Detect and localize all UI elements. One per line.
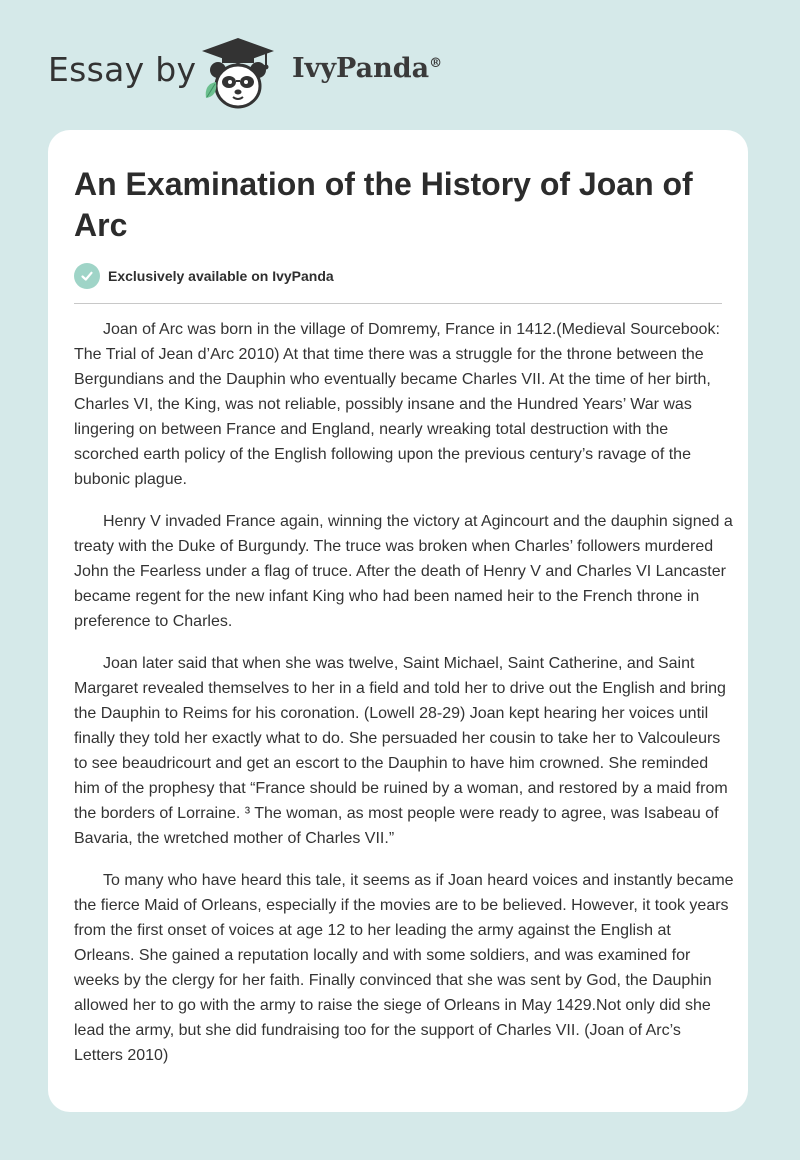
essay-card: [48, 130, 748, 1112]
paragraph: Joan later said that when she was twelve, Saint Michael, Saint Catherine, and Saint Margaret revealed themselves to her in a field and told her to drive out the English and bring the Dauphin to Reims for his coronation. (Lowell 28-29) Joan kept hearing her voices until finally they told her exactly what to do. She persuaded her cousin to take her to Valcouleurs to see beaudricourt and get an escort to the Dauphin to have him crowned. She reminded him of the prophesy that “France should be ruined by a woman, and restored by a maid from the borders of Lorraine. ³ The woman, as most people were ready to agree, was Isabeau of Bavaria, the wretched mother of Charles VII.”: [74, 655, 728, 847]
panda-logo-icon: [200, 36, 276, 112]
essay-by-label: Essay by: [48, 50, 197, 89]
paragraph: Henry V invaded France again, winning the victory at Agincourt and the dauphin signed a treaty with the Duke of Burgundy. The truce was broken when Charles’ followers murdered John the Fearless under a flag of truce. After the death of Henry V and Charles VI Lancaster became regent for the new infant King who had been named heir to the French throne in preference to Charles.: [74, 513, 733, 630]
paragraph: To many who have heard this tale, it seems as if Joan heard voices and instantly became the fierce Maid of Orleans, especially if the movies are to be believed. However, it took years from the first onset of voices at age 12 to her leading the army against the English at Orleans. She gained a reputation locally and with some soldiers, and was examined for weeks by the clergy for her faith. Finally convinced that she was sent by God, the Dauphin allowed her to go with the army to raise the siege of Orleans in May 1429.Not only did she lead the army, but she did fundraising too for the support of Charles VII. (Joan of Arc’s Letters 2010): [74, 872, 734, 1064]
site-header: [48, 36, 508, 112]
badge-label: Exclusively available on IvyPanda: [108, 268, 334, 284]
page-title: An Examination of the History of Joan of Arc: [74, 166, 693, 243]
paragraph: Joan of Arc was born in the village of Domremy, France in 1412.(Medieval Sourcebook: The Trial of Jean d’Arc 2010) At that time there was a struggle for the throne between the Bergundians and the Dauphin who eventually became Charles VII. At the time of her birth, Charles VI, the King, was not reliable, possibly insane and the Hundred Years’ War was lingering on between France and England, nearly wreaking total destruction with the scorched earth policy of the English following upon the previous century’s ravage of the bubonic plague.: [74, 321, 720, 488]
divider: [74, 303, 722, 304]
brand-name: IvyPanda®: [292, 53, 443, 84]
checkmark-icon: [74, 263, 100, 289]
exclusive-badge: [74, 263, 334, 289]
essay-body: [74, 317, 734, 1085]
